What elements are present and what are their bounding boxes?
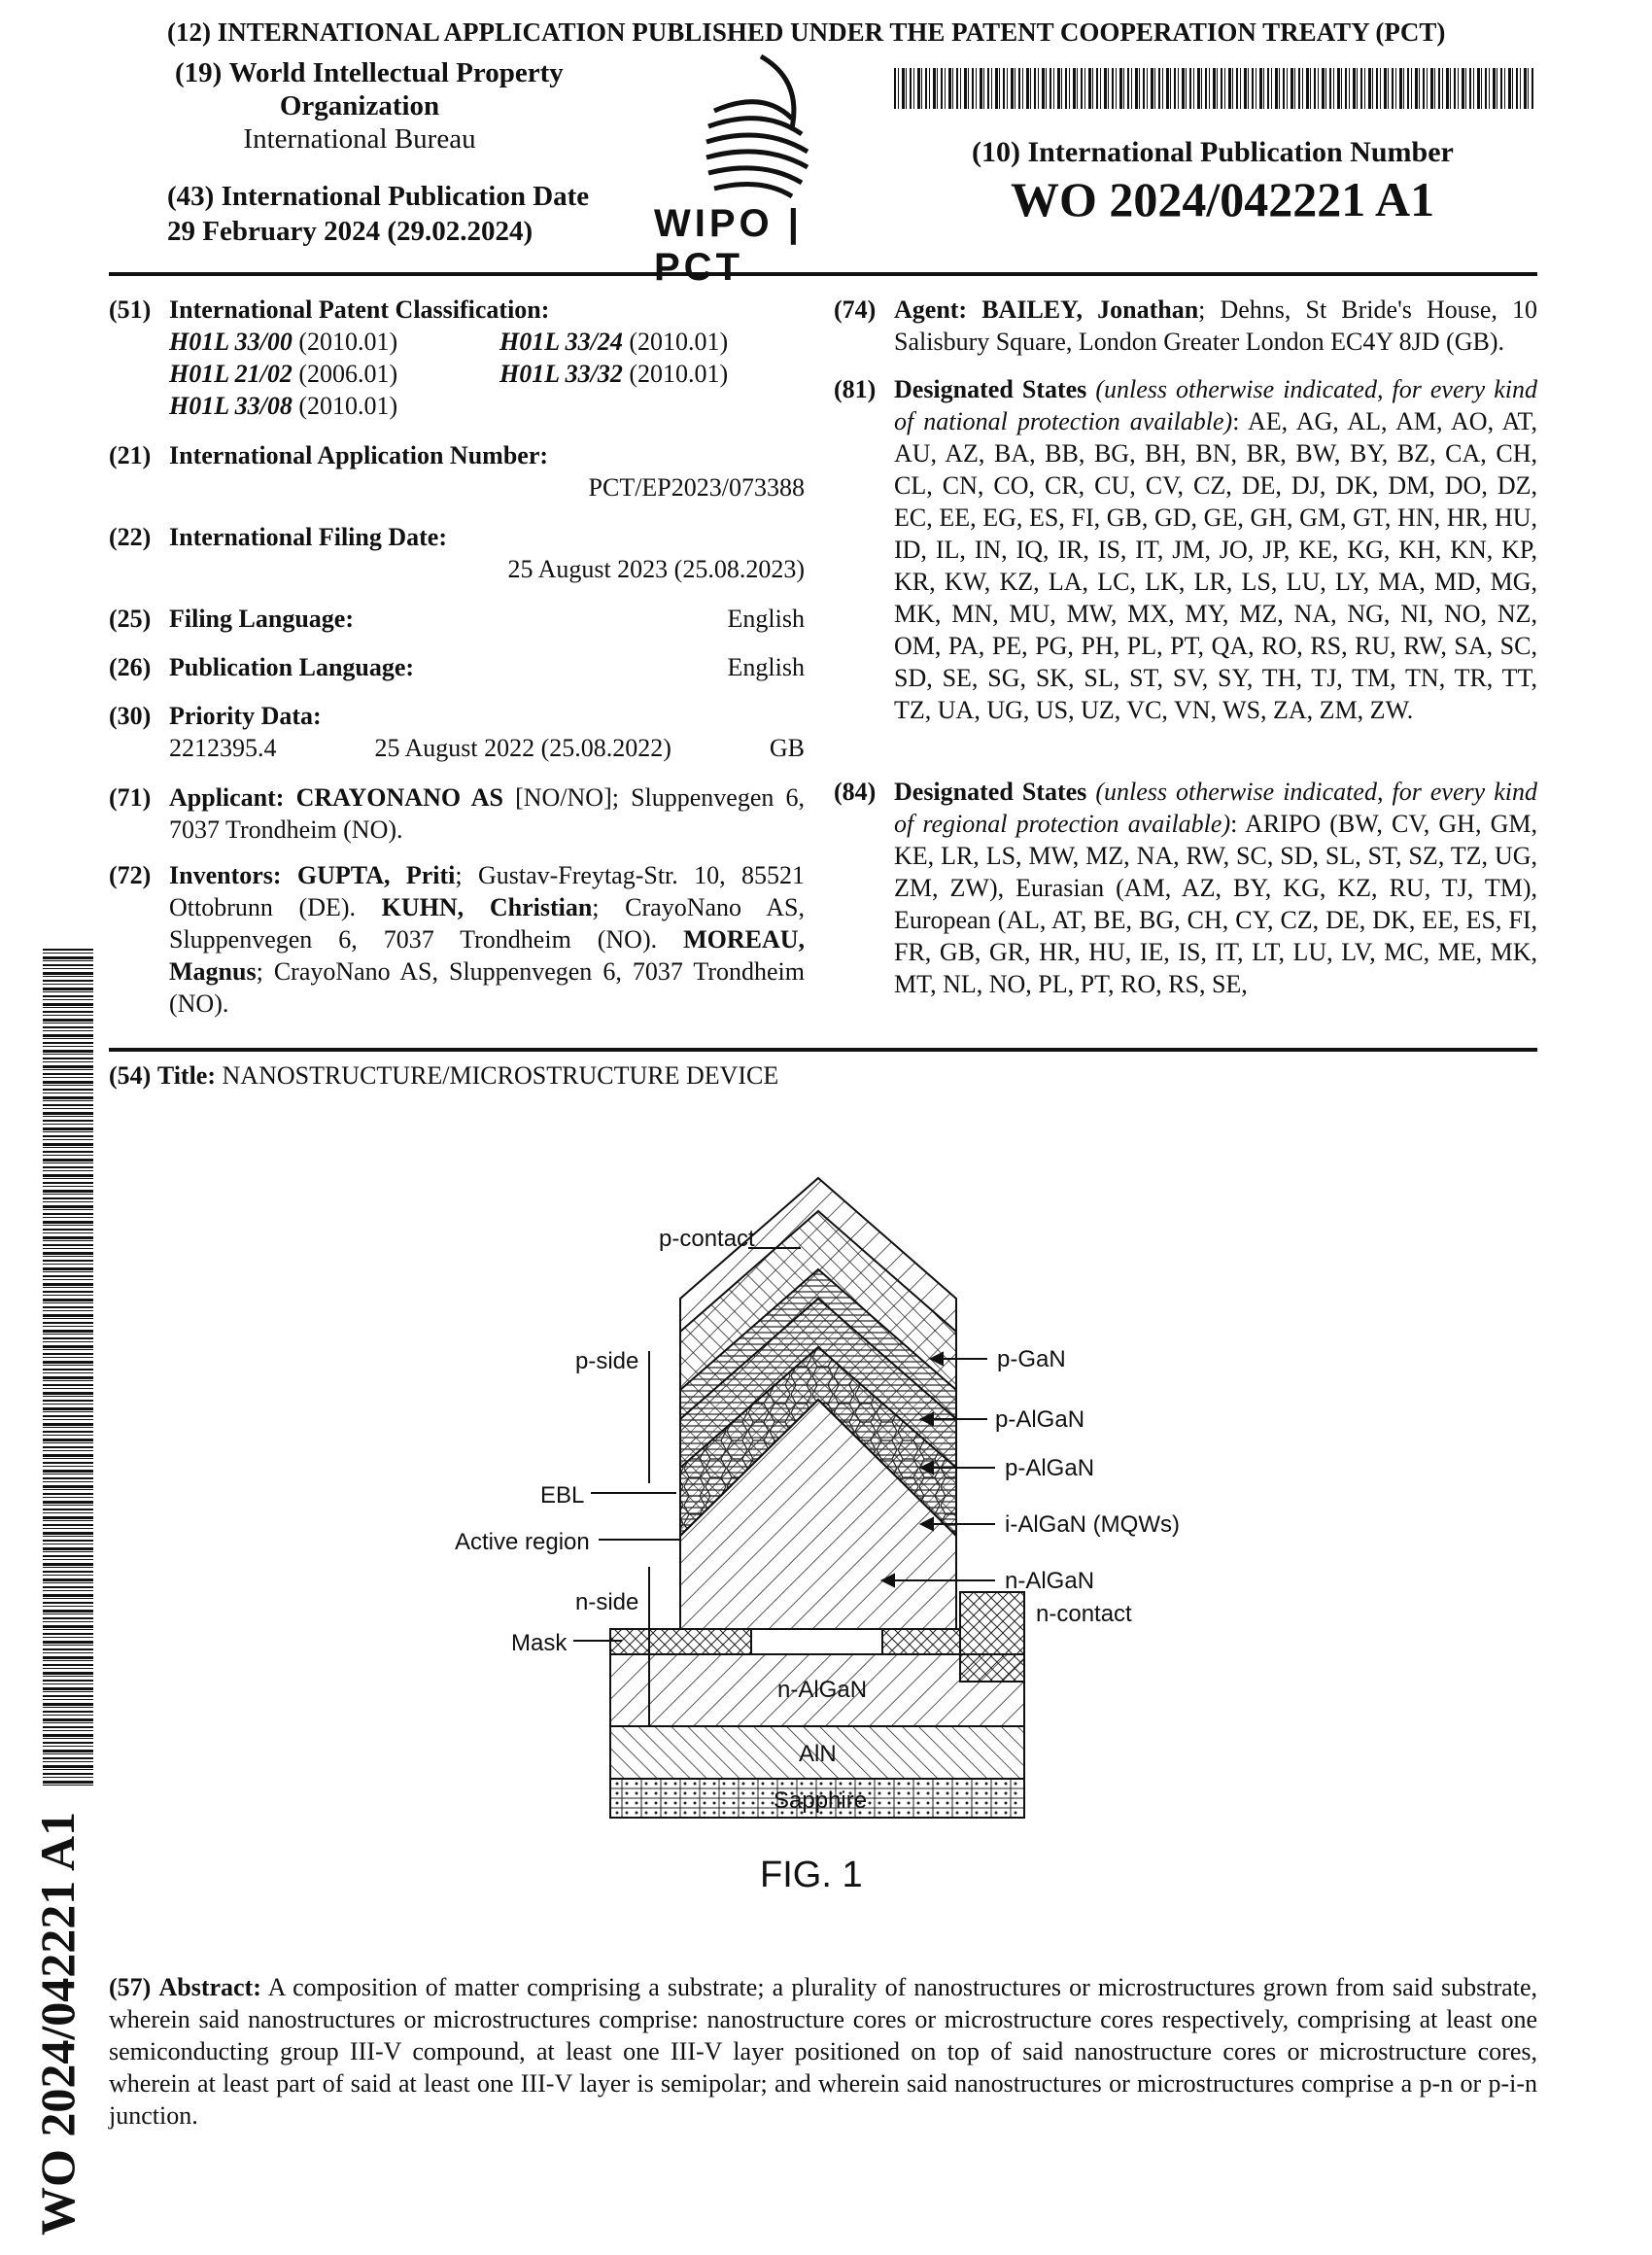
- invention-title: NANOSTRUCTURE/MICROSTRUCTURE DEVICE: [222, 1061, 779, 1090]
- field-57-label: Abstract:: [158, 1973, 261, 2001]
- field-72-label: Inventors:: [169, 861, 282, 889]
- field-22-number: (22): [109, 523, 152, 551]
- priority-application-number: 2212395.4: [169, 734, 277, 762]
- label-sapphire: Sapphire: [774, 1787, 868, 1814]
- publication-number-value: WO 2024/042221 A1: [1011, 172, 1435, 226]
- mask-right: [882, 1629, 960, 1654]
- label-aln: AlN: [799, 1741, 837, 1767]
- field-71-label: Applicant:: [169, 783, 285, 812]
- label-n-algan-shell: n-AlGaN: [1005, 1568, 1095, 1594]
- field-25-number: (25): [109, 605, 152, 633]
- inventor-name: GUPTA, Priti: [296, 861, 456, 889]
- field-21-label: International Application Number:: [169, 441, 549, 469]
- field-26-value: English: [727, 653, 805, 681]
- inventor-address: ; CrayoNano AS, Sluppenvegen 6, 7037 Trondheim (NO).: [169, 957, 805, 1018]
- label-active-region: Active region: [455, 1529, 590, 1555]
- field-84-label: Designated States: [894, 778, 1087, 806]
- field-21-number: (21): [109, 441, 152, 469]
- national-states-list: : AE, AG, AL, AM, AO, AT, AU, AZ, BA, BB, BG, BH, BN, BR, BW, BY, BZ, CA, CH, CL, CN, CO, CR, CU, CV, CZ, DE, DJ, DK, DM, DO, DZ, EC, EE, EG, ES, FI, GB, GD, GE, GH, GM, GT, HN, HR, HU, ID, IL, IN, IQ, IR, IS, IT, JM, JO, JP, KE, KG, KH, KN, KP, KR, KW, KZ, LA, LC, LK, LR, LS, LU, LY, MA, MD, MG, MK, MN, MU, MW, MX, MY, MZ, NA, NG, NI, NO, NZ, OM, PA, PE, PG, PH, PL, PT, QA, RO, RS, RU, RW, SA, SC, SD, SE, SG, SK, SL, ST, SV, SY, TH, TJ, TM, TN, TR, TT, TZ, UA, UG, US, UZ, VC, VN, WS, ZA, ZM, ZW.: [894, 407, 1537, 724]
- field-72-number: (72): [109, 861, 152, 889]
- publication-date-value: 29 February 2024 (29.02.2024): [167, 216, 533, 247]
- field-22-label: International Filing Date:: [169, 523, 447, 551]
- field-25-value: English: [727, 605, 805, 633]
- abstract-text: A composition of matter comprising a substrate; a plurality of nanostructures or microstructures grown from said substrate, wherein said nanostructures or microstructures comprise: nanostructure cores or microstructure cores respectively, comprising at least one semiconducting group III-V compound, at least one III-V layer positioned on top of said nanostructure cores or microstructure cores, wherein at least part of said at least one III-V layer is semipolar; and wherein said nanostructures or microstructures comprise a p-n or p-i-n junction.: [109, 1973, 1537, 2130]
- field-30-label: Priority Data:: [169, 702, 322, 730]
- label-mask: Mask: [511, 1630, 568, 1656]
- label-p-gan: p-GaN: [997, 1346, 1066, 1372]
- field-74-label: Agent:: [894, 295, 968, 324]
- field-71-number: (71): [109, 783, 152, 812]
- ipc-entry: H01L 33/08 (2010.01): [169, 392, 398, 420]
- field-51-label: International Patent Classification:: [169, 295, 550, 324]
- field-57-number: (57): [109, 1973, 152, 2001]
- figure-caption: FIG. 1: [760, 1855, 863, 1895]
- n-contact-block: [960, 1592, 1024, 1682]
- field-25-label: Filing Language:: [169, 605, 354, 633]
- label-n-algan-base: n-AlGaN: [777, 1677, 868, 1703]
- field-21-value: PCT/EP2023/073388: [588, 473, 805, 502]
- label-n-contact: n-contact: [1036, 1601, 1132, 1627]
- bureau-name: International Bureau: [243, 123, 476, 155]
- field-84-number: (84): [834, 778, 877, 806]
- field-84-note: (unless otherwise indicated, for every kind of regional protection available): [894, 778, 1537, 838]
- publication-date-label: (43) International Publication Date: [167, 181, 590, 212]
- inventor-address: ; CrayoNano AS, Sluppenvegen 6, 7037 Trondheim (NO).: [169, 893, 805, 954]
- side-publication-number: WO 2024/042221 A1: [30, 1811, 85, 2236]
- field-22-value: 25 August 2023 (25.08.2023): [507, 555, 805, 583]
- label-p-side: p-side: [575, 1348, 639, 1374]
- field-26-number: (26): [109, 653, 152, 681]
- applicant-address: [NO/NO]; Sluppenvegen 6, 7037 Trondheim (NO).: [169, 783, 805, 844]
- field-54-label: Title:: [156, 1061, 217, 1090]
- label-i-algan-mqws: i-AlGaN (MQWs): [1005, 1511, 1180, 1538]
- applicant-name: CRAYONANO AS: [295, 783, 503, 812]
- field-81-label: Designated States: [894, 375, 1087, 403]
- priority-date: 25 August 2022 (25.08.2022): [374, 734, 671, 762]
- org-name-line1: World Intellectual Property: [228, 57, 564, 88]
- inventor-name: KUHN, Christian: [381, 893, 593, 921]
- inventor-address: ; Gustav-Freytag-Str. 10, 85521 Ottobrunn (DE).: [169, 861, 805, 921]
- field-30-number: (30): [109, 702, 152, 730]
- field-54-number: (54): [109, 1061, 152, 1090]
- field-57-abstract: [109, 1971, 1537, 2132]
- priority-country: GB: [769, 734, 805, 762]
- wipo-pct-logo-text: WIPO | PCT: [654, 202, 803, 289]
- ipc-entry: H01L 21/02 (2006.01): [169, 360, 398, 388]
- ipc-entry: H01L 33/00 (2010.01): [169, 328, 398, 356]
- org-number: (19): [175, 57, 223, 88]
- side-barcode: [43, 949, 93, 1788]
- label-ebl: EBL: [540, 1482, 585, 1509]
- field-81-number: (81): [834, 375, 877, 403]
- inventor-name: MOREAU, Magnus: [169, 925, 805, 986]
- field-51-number: (51): [109, 295, 152, 324]
- mask-left: [610, 1629, 751, 1654]
- treaty-heading: (12) INTERNATIONAL APPLICATION PUBLISHED UNDER THE PATENT COOPERATION TREATY (PCT): [167, 17, 1446, 47]
- field-26-label: Publication Language:: [169, 653, 415, 681]
- label-p-contact: p-contact: [659, 1226, 755, 1252]
- org-name-line2: Organization: [279, 90, 440, 121]
- label-p-algan-2: p-AlGaN: [1005, 1455, 1095, 1481]
- agent-name: BAILEY, Jonathan: [981, 295, 1199, 324]
- ipc-entry: H01L 33/24 (2010.01): [499, 328, 729, 356]
- agent-address: ; Dehns, St Bride's House, 10 Salisbury Square, London Greater London EC4Y 8JD (GB).: [894, 295, 1538, 356]
- publication-number-label: (10) International Publication Number: [972, 136, 1454, 168]
- ipc-entry: H01L 33/32 (2010.01): [499, 360, 729, 388]
- field-74-number: (74): [834, 295, 877, 324]
- regional-states-list: : ARIPO (BW, CV, GH, GM, KE, LR, LS, MW, MZ, NA, RW, SC, SD, SL, ST, SZ, TZ, UG, ZM, ZW), Eurasian (AM, AZ, BY, KG, KZ, RU, TJ, TM), European (AL, AT, BE, BG, CH, CY, CZ, DE, DK, EE, ES, FI, FR, GB, GR, HR, HU, IE, IS, IT, LT, LU, LV, MC, ME, MK, MT, NL, NO, PL, PT, RO, RS, SE,: [894, 810, 1537, 998]
- label-n-side: n-side: [575, 1589, 639, 1615]
- label-p-algan-1: p-AlGaN: [995, 1406, 1085, 1433]
- field-81-note: (unless otherwise indicated, for every kind of national protection available): [894, 375, 1537, 435]
